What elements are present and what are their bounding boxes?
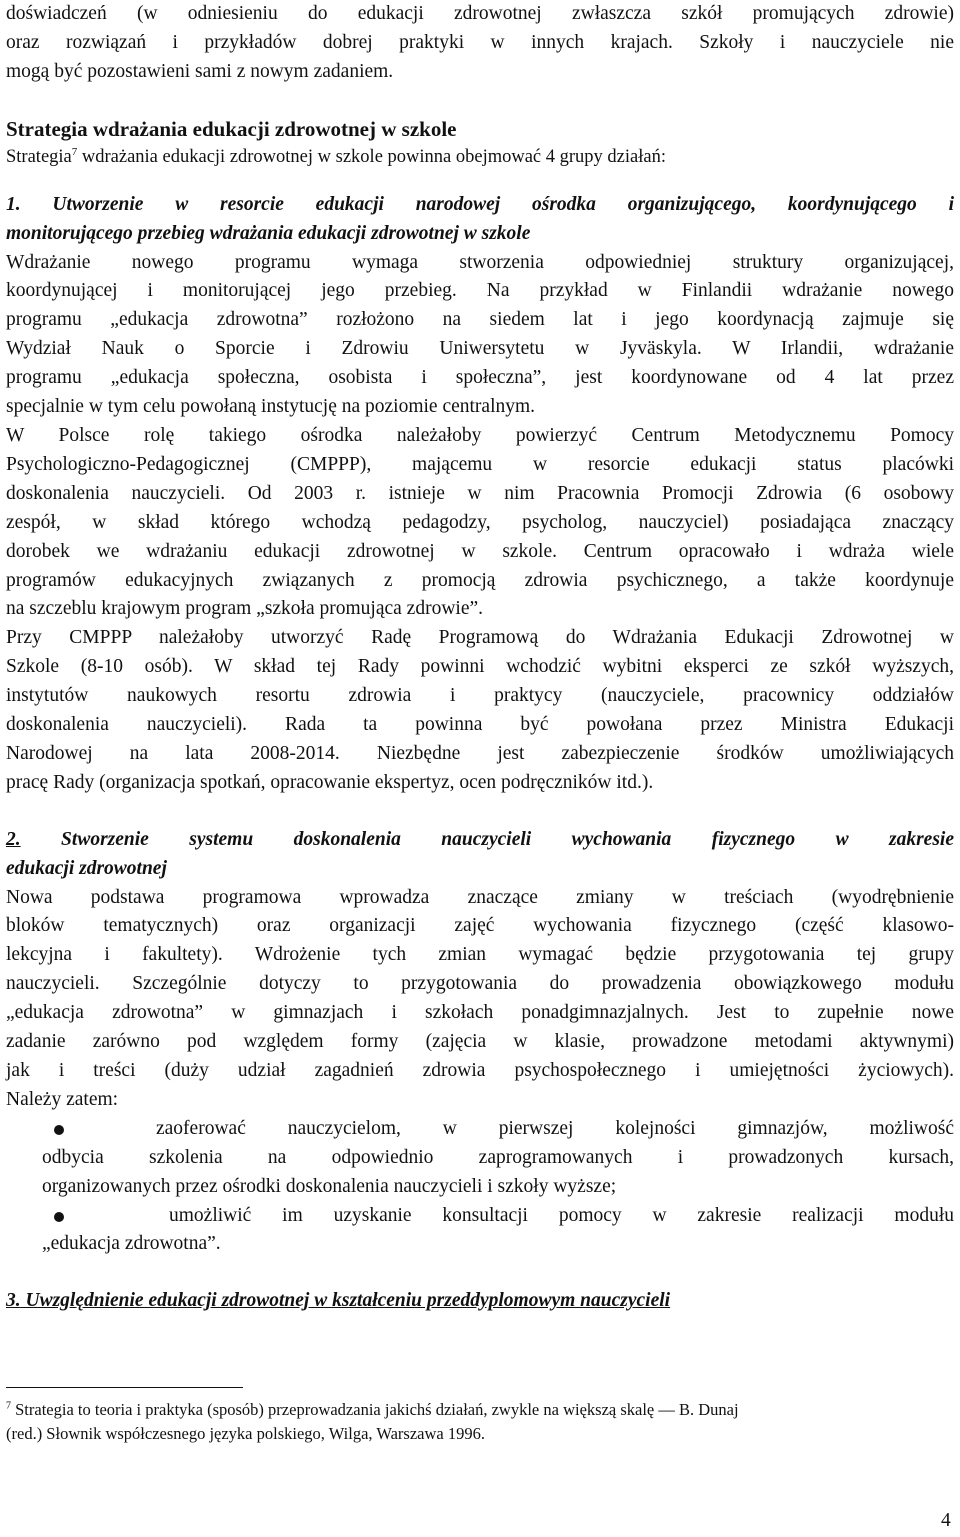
- bullet-icon: [54, 1212, 64, 1222]
- section-1: [6, 191, 954, 798]
- strategy-lead: [6, 144, 954, 170]
- intro-paragraph: [6, 0, 954, 87]
- text-line: doskonalenia nauczycieli. Od 2003 r. istnieje w nim Pracownia Promocji Zdrowia (6 osobowy: [6, 482, 954, 504]
- intro-line: oraz rozwiązań i przykładów dobrej praktyki w innych krajach. Szkoły i nauczyciele nie: [6, 31, 954, 53]
- text-line: dorobek we wdrażaniu edukacji zdrowotnej w szkole. Centrum opracowało i wdraża wiele: [6, 540, 954, 562]
- section-1-paragraph-2: [6, 422, 954, 624]
- text-line: programów edukacyjnych związanych z promocją zdrowia psychicznego, a także koordynuje: [6, 569, 954, 591]
- text-line: doskonalenia nauczycieli). Rada ta powinna być powołana przez Ministra Edukacji: [6, 714, 954, 736]
- document-page: [6, 0, 954, 1443]
- text-line: odbycia szkolenia na odpowiednio zaprogramowanych i prowadzonych kursach,: [42, 1146, 954, 1168]
- footnote-ref[interactable]: 7: [71, 145, 78, 158]
- section-1-paragraph-1: [6, 249, 954, 422]
- footnote-number: 7: [6, 1400, 11, 1412]
- section-1-heading-line: 1. Utworzenie w resorcie edukacji narodowej ośrodka organizującego, koordynującego i: [6, 193, 954, 215]
- text-line: bloków tematycznych) oraz organizacji zajęć wychowania fizycznego (część klasowo-: [6, 915, 954, 937]
- text-line: lekcyjna i fakultety). Wdrożenie tych zmian wymagać będzie przygotowania tej grupy: [6, 944, 954, 966]
- strategy-lead-rest: wdrażania edukacji zdrowotnej w szkole powinna obejmować 4 grupy działań:: [77, 146, 666, 167]
- section-2-heading-line: edukacji zdrowotnej: [6, 857, 167, 879]
- text-line: koordynującej i monitorującej jego przebieg. Na przykład w Finlandii wdrażanie nowego: [6, 280, 954, 302]
- text-line: Wydział Nauk o Sporcie i Zdrowiu Uniwersytetu w Jyväskyla. W Irlandii, wdrażanie: [6, 338, 954, 360]
- text-line: jak i treści (duży udział zagadnień zdrowia psychospołecznego i umiejętności życiowych).: [6, 1060, 954, 1081]
- section-2-heading-text: Stworzenie systemu doskonalenia nauczycieli wychowania fizycznego w zakresie: [20, 828, 954, 850]
- list-item: [6, 1115, 954, 1202]
- list-item: [6, 1202, 954, 1260]
- text-line: pracę Rady (organizacja spotkań, opracowanie ekspertyz, ocen podręczników itd.).: [6, 771, 654, 793]
- bullet-list: [6, 1115, 954, 1260]
- footnote-separator: [6, 1387, 243, 1388]
- footnote-text: Strategia to teoria i praktyka (sposób) przeprowadzania jakichś działań, zwykle na większą skalę — B. Dunaj: [11, 1400, 739, 1419]
- text-line: zespół, w skład którego wchodzą pedagodzy, psycholog, nauczyciel) posiadająca znaczący: [6, 511, 954, 533]
- text-line: Nowa podstawa programowa wprowadza znaczące zmiany w treściach (wyodrębnienie: [6, 886, 954, 908]
- text-line: na szczeblu krajowym program „szkoła promująca zdrowie”.: [6, 598, 484, 620]
- section-1-paragraph-3: [6, 624, 954, 797]
- intro-line: mogą być pozostawieni sami z nowym zadaniem.: [6, 60, 394, 82]
- section-3-heading-text: Uwzględnienie edukacji zdrowotnej w kształceniu przeddyplomowym nauczycieli: [20, 1290, 671, 1312]
- text-line: zadanie zarówno pod względem formy (zajęcia w klasie, prowadzone metodami aktywnymi): [6, 1031, 954, 1053]
- strategy-heading: Strategia wdrażania edukacji zdrowotnej w szkole: [6, 116, 457, 141]
- text-line: Wdrażanie nowego programu wymaga stworzenia odpowiedniej struktury organizującej,: [6, 251, 954, 273]
- text-line: Należy zatem:: [6, 1088, 119, 1110]
- footnote-line: [6, 1398, 954, 1422]
- page-number: 4: [941, 1510, 951, 1531]
- intro-line: doświadczeń (w odniesieniu do edukacji zdrowotnej zwłaszcza szkół promujących zdrowie): [6, 3, 954, 24]
- section-2-paragraph: [6, 884, 954, 1115]
- section-1-heading-line: monitorującego przebieg wdrażania edukacji zdrowotnej w szkole: [6, 222, 531, 244]
- footnote-area: [6, 1387, 954, 1446]
- text-line: umożliwić im uzyskanie konsultacji pomocy w zakresie realizacji modułu: [169, 1204, 954, 1226]
- text-line: Psychologiczno-Pedagogicznej (CMPPP), mającemu w resorcie edukacji status placówki: [6, 453, 954, 475]
- text-line: „edukacja zdrowotna” w gimnazjach i szkołach ponadgimnazjalnych. Jest to zupełnie nowe: [6, 1002, 954, 1024]
- text-line: „edukacja zdrowotna”.: [42, 1233, 221, 1255]
- text-line: zaoferować nauczycielom, w pierwszej kolejności gimnazjów, możliwość: [156, 1117, 954, 1139]
- footnote-line: (red.) Słownik współczesnego języka polskiego, Wilga, Warszawa 1996.: [6, 1424, 485, 1443]
- section-2-number: 2.: [6, 828, 21, 850]
- bullet-icon: [54, 1125, 64, 1135]
- section-3-heading: [6, 1287, 954, 1316]
- text-line: Narodowej na lata 2008-2014. Niezbędne jest zabezpieczenie środków umożliwiających: [6, 742, 954, 764]
- text-line: programu „edukacja społeczna, osobista i społeczna”, jest koordynowane od 4 lat przez: [6, 367, 954, 389]
- section-2-heading: [6, 826, 954, 855]
- text-line: organizowanych przez ośrodki doskonalenia nauczycieli i szkoły wyższe;: [42, 1175, 617, 1197]
- text-line: Przy CMPPP należałoby utworzyć Radę Programową do Wdrażania Edukacji Zdrowotnej w: [6, 627, 954, 649]
- text-line: Szkole (8-10 osób). W skład tej Rady powinni wchodzić wybitni eksperci ze szkół wyższych,: [6, 656, 954, 678]
- text-line: W Polsce rolę takiego ośrodka należałoby powierzyć Centrum Metodycznemu Pomocy: [6, 424, 954, 446]
- section-2: [6, 826, 954, 1260]
- text-line: instytutów naukowych resortu zdrowia i praktycy (nauczyciele, pracownicy oddziałów: [6, 685, 954, 707]
- text-line: nauczycieli. Szczególnie dotyczy to przygotowania do prowadzenia obowiązkowego modułu: [6, 973, 954, 995]
- text-line: programu „edukacja zdrowotna” rozłożono na siedem lat i jego koordynacją zajmuje się: [6, 309, 954, 331]
- text-line: specjalnie w tym celu powołaną instytucję na poziomie centralnym.: [6, 396, 536, 418]
- section-3-number: 3.: [6, 1290, 21, 1312]
- strategy-lead-word: Strategia: [6, 146, 72, 167]
